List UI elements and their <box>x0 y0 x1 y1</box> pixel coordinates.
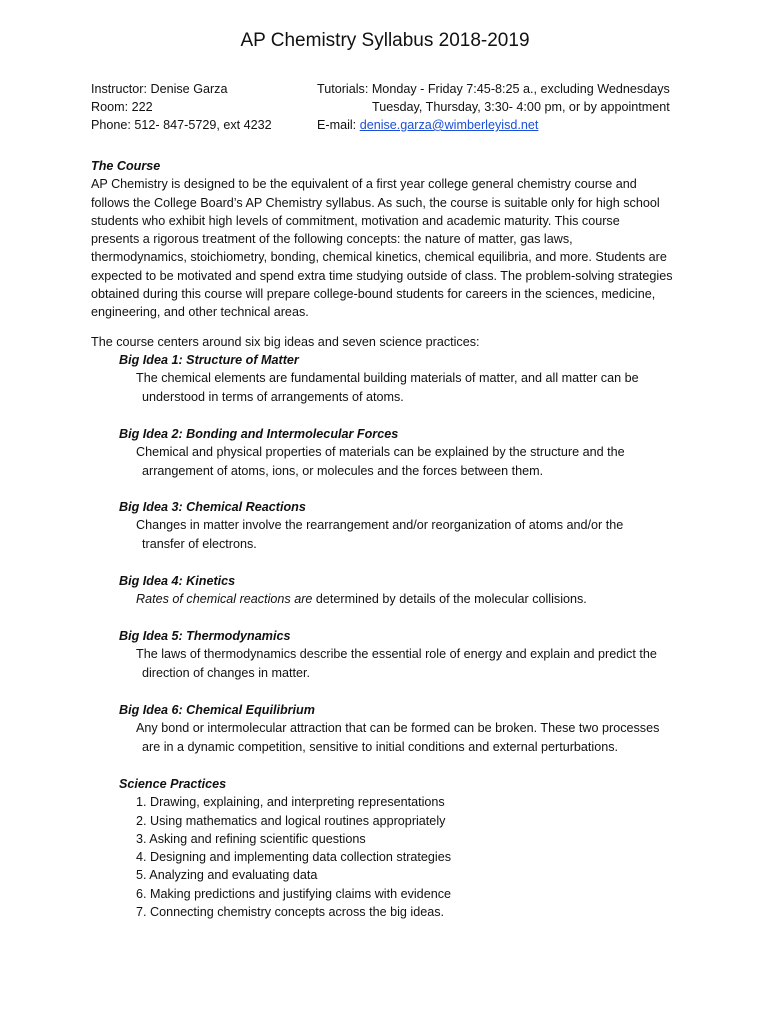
page-title: AP Chemistry Syllabus 2018-2019 <box>240 30 530 51</box>
course-section <box>91 157 691 322</box>
big-idea-5 <box>119 627 699 682</box>
course-intro: The course centers around six big ideas and seven science practices: <box>91 335 480 349</box>
big-idea-1 <box>119 351 699 406</box>
science-practices <box>119 775 699 921</box>
course-paragraph-line: engineering, and other technical areas. <box>91 305 309 320</box>
tutorials-line-2: Tuesday, Thursday, 3:30- 4:00 pm, or by appointment <box>372 100 670 114</box>
practice-item: 2. Using mathematics and logical routines appropriately <box>136 813 446 828</box>
big-idea-description: Rates of chemical reactions are determined by details of the molecular collisions. <box>136 592 587 607</box>
big-idea-3 <box>119 498 699 553</box>
course-paragraph-line: AP Chemistry is designed to be the equivalent of a first year college general chemistry course and <box>91 177 637 192</box>
email-link[interactable]: denise.garza@wimberleyisd.net <box>359 118 539 132</box>
big-idea-6 <box>119 701 699 756</box>
email-line <box>317 116 538 134</box>
practices-heading: Science Practices <box>119 777 227 791</box>
big-idea-description: The laws of thermodynamics describe the essential role of energy and explain and predict the direction of changes in matter. <box>136 647 657 680</box>
practice-item: 1. Drawing, explaining, and interpreting representations <box>136 795 445 810</box>
practice-item: 7. Connecting chemistry concepts across the big ideas. <box>136 905 445 920</box>
big-idea-description: Any bond or intermolecular attraction that can be formed can be broken. These two processes are in a dynamic competition, sensitive to initial conditions and external perturbations. <box>136 721 660 754</box>
course-paragraph-line: follows the College Board’s AP Chemistry syllabus. As such, the course is suitable only for high school <box>91 195 660 210</box>
course-paragraph-line: expected to be motivated and spend extra time studying outside of class. The problem-solving strategies <box>91 268 673 283</box>
big-idea-title: Big Idea 5: Thermodynamics <box>119 629 291 643</box>
email-label: E-mail: <box>317 118 357 132</box>
big-idea-description: Changes in matter involve the rearrangement and/or reorganization of atoms and/or the transfer of electrons. <box>136 518 624 551</box>
practice-item: 3. Asking and refining scientific questions <box>136 831 366 846</box>
tutorials-line-1: Tutorials: Monday - Friday 7:45-8:25 a., excluding Wednesdays <box>317 82 670 96</box>
course-paragraph-line: thermodynamics, stoichiometry, bonding, chemical kinetics, chemical equilibria, and more. Students are <box>91 250 667 265</box>
big-idea-title: Big Idea 6: Chemical Equilibrium <box>119 703 315 717</box>
phone-line: Phone: 512- 847-5729, ext 4232 <box>91 118 272 132</box>
course-paragraph-line: presents a rigorous treatment of the following concepts: the nature of matter, gas laws, <box>91 232 573 247</box>
practice-item: 6. Making predictions and justifying claims with evidence <box>136 886 451 901</box>
big-idea-4 <box>119 572 699 609</box>
big-idea-description: The chemical elements are fundamental building materials of matter, and all matter can be understood in terms of arrangements of atoms. <box>136 371 639 404</box>
course-heading: The Course <box>91 159 161 173</box>
big-idea-title: Big Idea 3: Chemical Reactions <box>119 500 306 514</box>
big-idea-title: Big Idea 4: Kinetics <box>119 574 236 588</box>
big-idea-title: Big Idea 2: Bonding and Intermolecular Forces <box>119 427 399 441</box>
practice-item: 5. Analyzing and evaluating data <box>136 868 318 883</box>
big-idea-title: Big Idea 1: Structure of Matter <box>119 353 299 367</box>
course-paragraph-line: students who exhibit high levels of commitment, motivation and academic maturity. This course <box>91 213 620 228</box>
room-line: Room: 222 <box>91 100 153 114</box>
big-idea-2 <box>119 425 699 480</box>
practice-item: 4. Designing and implementing data collection strategies <box>136 850 452 865</box>
big-idea-description: Chemical and physical properties of materials can be explained by the structure and the arrangement of atoms, ions, or molecules and the forces between them. <box>136 445 625 478</box>
course-paragraph-line: obtained during this course will prepare college-bound students for careers in the sciences, medicine, <box>91 287 656 302</box>
instructor-line: Instructor: Denise Garza <box>91 82 228 96</box>
